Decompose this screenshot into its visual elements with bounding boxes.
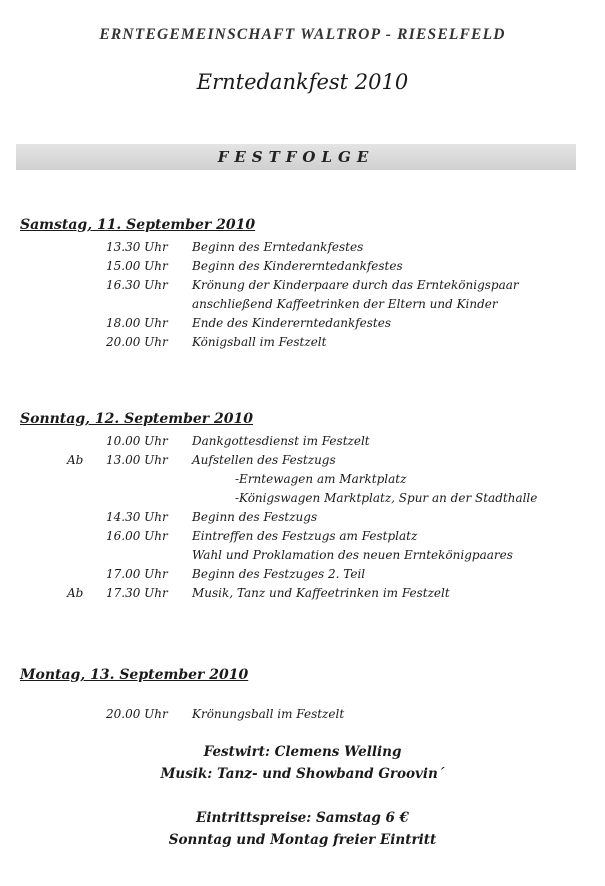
schedule-time: 13.00 Uhr xyxy=(106,453,168,467)
schedule-text: Krönungsball im Festzelt xyxy=(192,707,345,721)
schedule-time: 16.30 Uhr xyxy=(106,278,168,292)
document-title: Erntedankfest 2010 xyxy=(196,70,409,94)
schedule-text: Königsball im Festzelt xyxy=(192,335,327,349)
schedule-time: 20.00 Uhr xyxy=(106,335,168,349)
day-heading-monday: Montag, 13. September 2010 xyxy=(20,667,249,683)
schedule-text: Krönung der Kinderpaare durch das Erntekönigspaar xyxy=(192,278,519,292)
schedule-text: Eintreffen des Festzugs am Festplatz xyxy=(192,529,418,543)
schedule-text: Beginn des Festzugs xyxy=(192,510,318,524)
festwirt-line: Festwirt: Clemens Welling xyxy=(203,744,402,760)
schedule-time: 15.00 Uhr xyxy=(106,259,168,273)
schedule-time: 13.30 Uhr xyxy=(106,240,168,254)
section-title: FESTFOLGE xyxy=(217,148,375,166)
schedule-subitem: -Erntewagen am Marktplatz xyxy=(235,472,407,486)
schedule-text: Beginn des Festzuges 2. Teil xyxy=(192,567,366,581)
music-line: Musik: Tanz- und Showband Groovin´ xyxy=(160,766,445,782)
schedule-text: Beginn des Kindererntedankfestes xyxy=(192,259,403,273)
admission-prices-line: Eintrittspreise: Samstag 6 € xyxy=(196,810,409,826)
schedule-text: Wahl und Proklamation des neuen Erntekönigpaares xyxy=(192,548,513,562)
schedule-time: 10.00 Uhr xyxy=(106,434,168,448)
schedule-text: Musik, Tanz und Kaffeetrinken im Festzelt xyxy=(192,586,450,600)
schedule-text: Ende des Kindererntedankfestes xyxy=(192,316,392,330)
day-heading-sunday: Sonntag, 12. September 2010 xyxy=(20,411,254,427)
schedule-text: Dankgottesdienst im Festzelt xyxy=(192,434,370,448)
schedule-prefix: Ab xyxy=(67,586,84,600)
day-heading-saturday: Samstag, 11. September 2010 xyxy=(20,217,256,233)
section-banner xyxy=(16,144,576,170)
schedule-time: 17.00 Uhr xyxy=(106,567,168,581)
organization-name: ERNTEGEMEINSCHAFT WALTROP - RIESELFELD xyxy=(99,26,506,43)
schedule-time: 14.30 Uhr xyxy=(106,510,168,524)
schedule-subitem: -Königswagen Marktplatz, Spur an der Stadthalle xyxy=(235,491,538,505)
schedule-text: Aufstellen des Festzugs xyxy=(192,453,336,467)
schedule-time: 20.00 Uhr xyxy=(106,707,168,721)
schedule-time: 16.00 Uhr xyxy=(106,529,168,543)
free-admission-line: Sonntag und Montag freier Eintritt xyxy=(168,832,437,848)
schedule-text: Beginn des Erntedankfestes xyxy=(192,240,364,254)
schedule-text: anschließend Kaffeetrinken der Eltern und Kinder xyxy=(192,297,498,311)
schedule-prefix: Ab xyxy=(67,453,84,467)
schedule-time: 18.00 Uhr xyxy=(106,316,168,330)
schedule-time: 17.30 Uhr xyxy=(106,586,168,600)
